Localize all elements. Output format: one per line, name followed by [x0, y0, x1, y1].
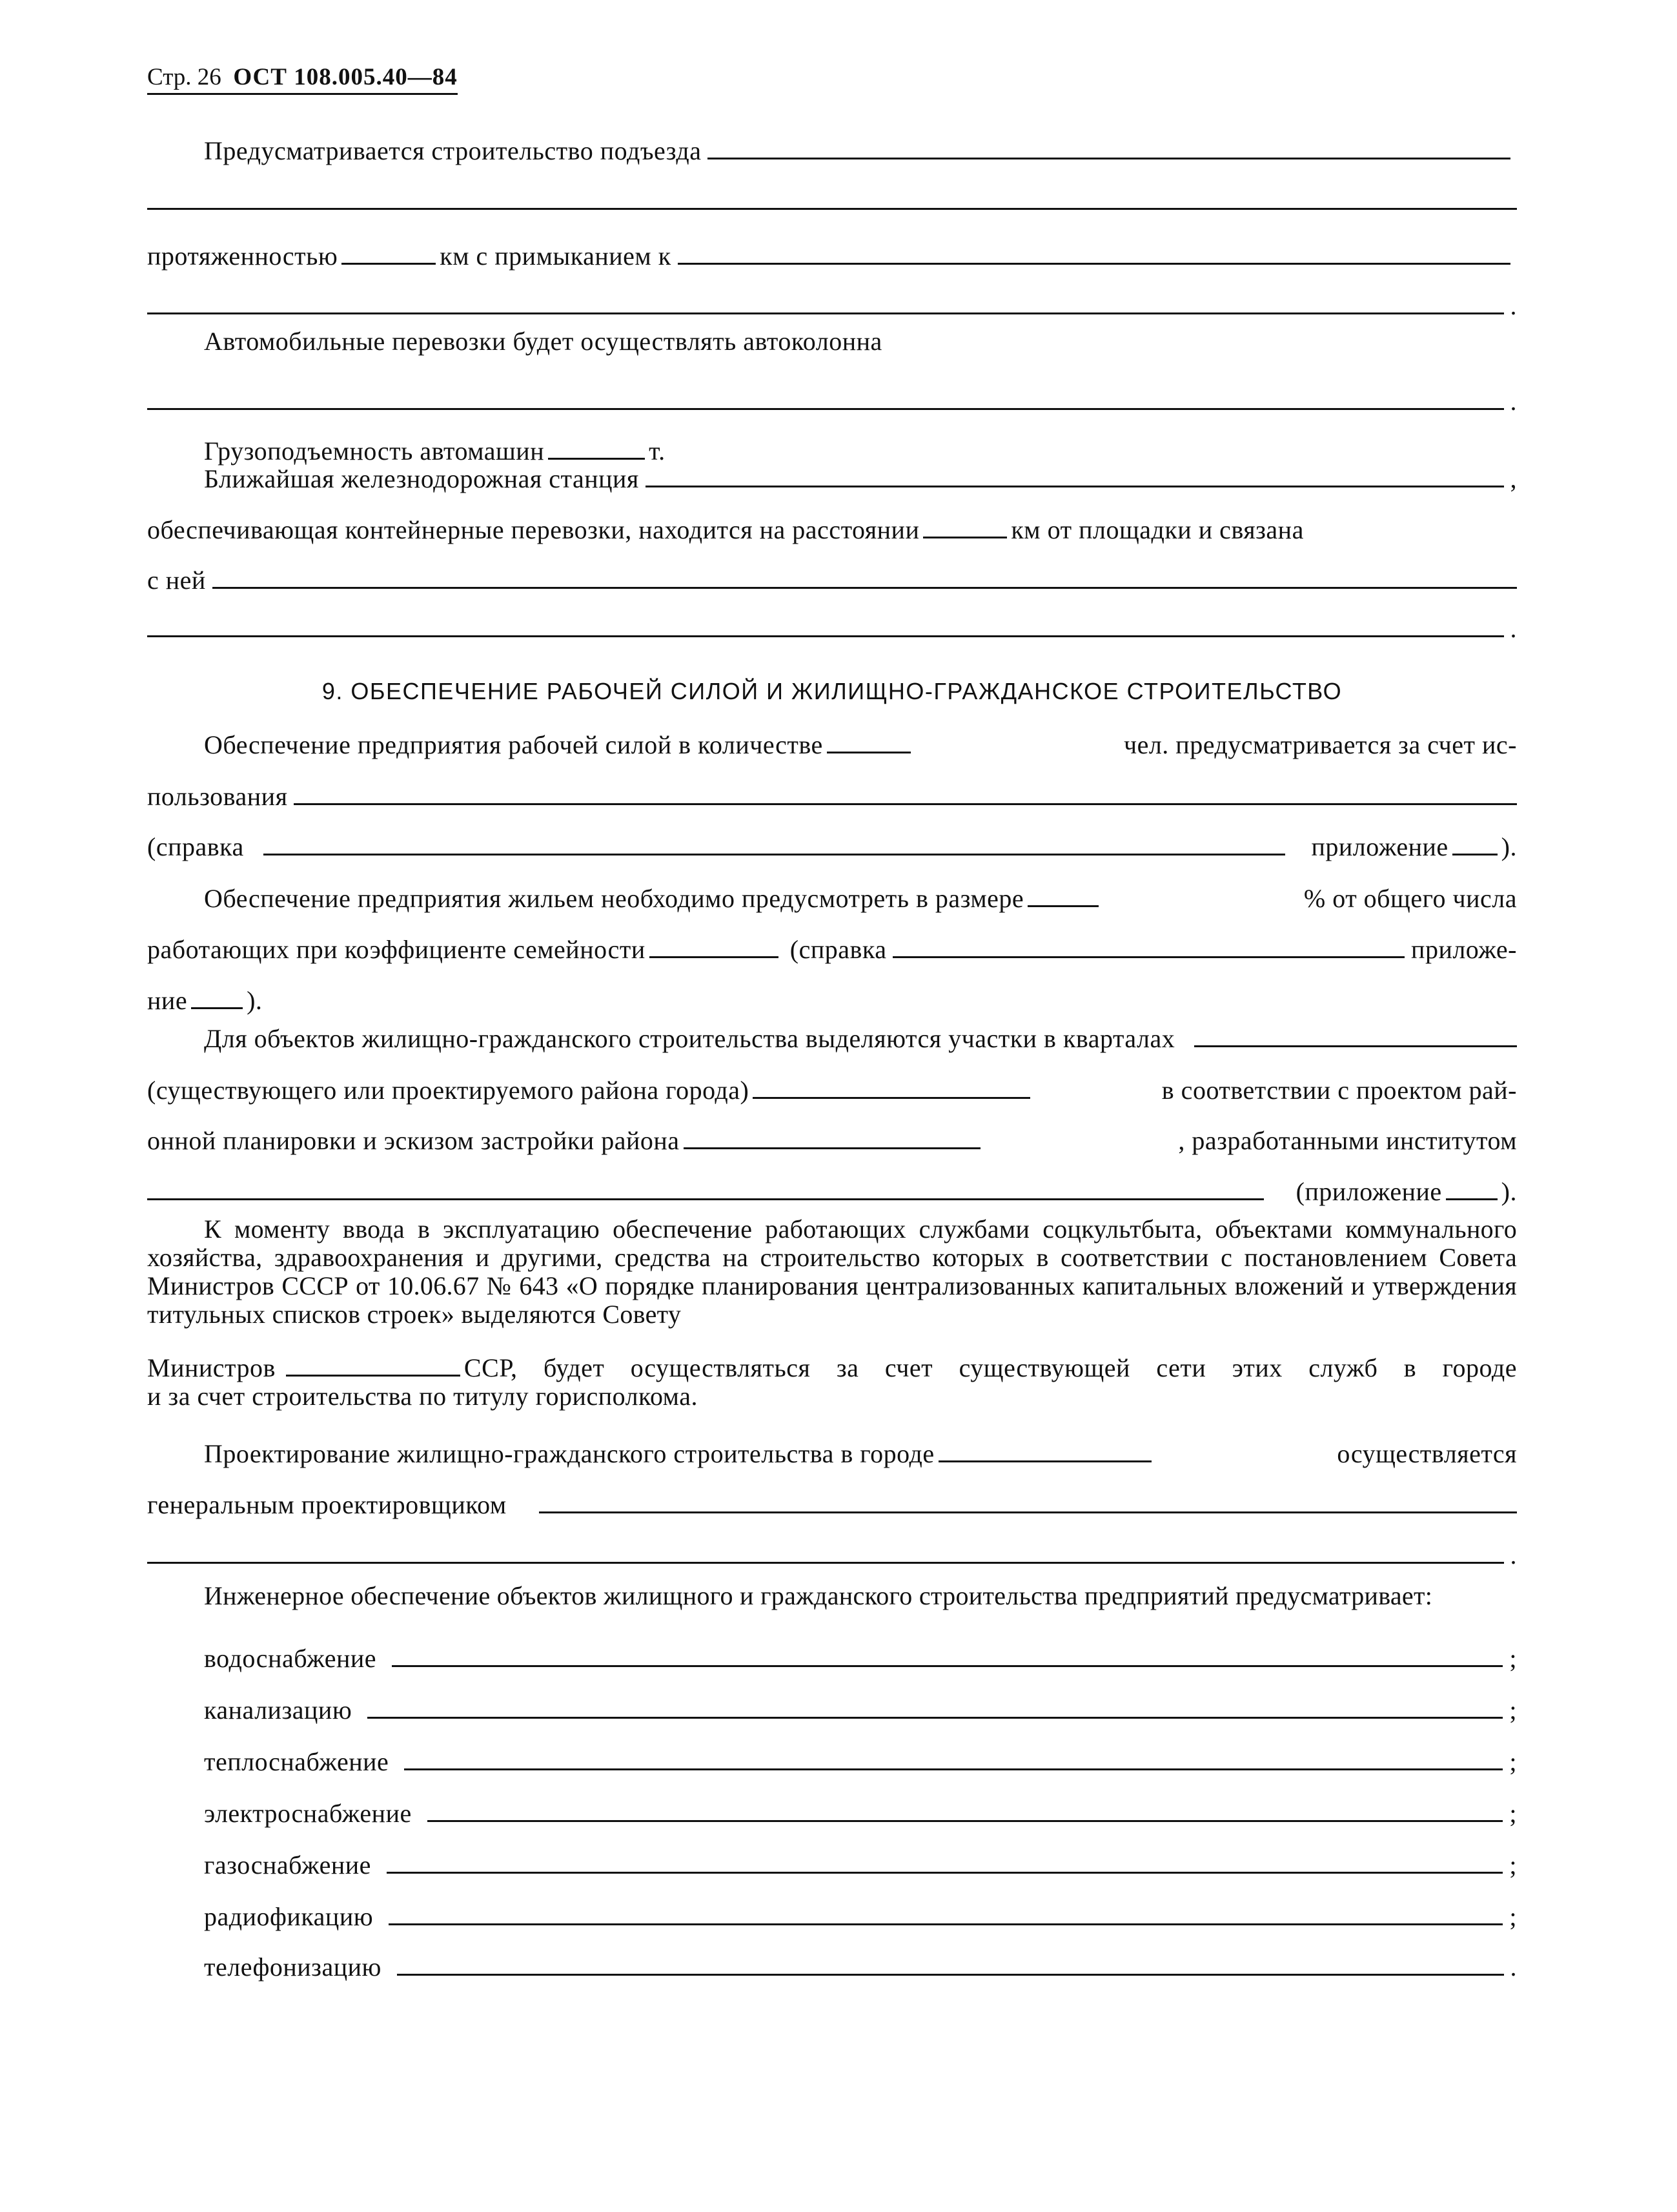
- capacity-line: Грузоподъемность автомашин т.: [204, 436, 666, 466]
- connection-field-2[interactable]: [147, 635, 1504, 637]
- quarters-line-2: (существующего или проектируемого района города) в соответствии с проектом рай-: [147, 1076, 1517, 1105]
- use-of-field[interactable]: [294, 803, 1517, 805]
- general-designer-line-2: .: [147, 1540, 1517, 1570]
- auto-transport-line: Автомобильные перевозки будет осуществлять автоколонна: [204, 327, 882, 356]
- utility-field[interactable]: [427, 1820, 1503, 1822]
- engineering-intro: Инженерное обеспечение объектов жилищного и гражданского строительства предприятий предусматривает:: [204, 1581, 1433, 1610]
- quarters-field[interactable]: [1194, 1045, 1517, 1047]
- services-paragraph: К моменту ввода в эксплуатацию обеспечение работающих службами соцкультбыта, объектами коммунального хозяйства, здравоохранения и другими, средства на строительство которых в соответствии с постановлением Совета Министров СССР от 10.06.67 № 643 «О порядке планирования централизованных капитальных вложений и утверждения титульных списков строек» выделяются Совету: [147, 1214, 1517, 1329]
- connection-field[interactable]: [212, 587, 1517, 589]
- general-designer-field-2[interactable]: [147, 1562, 1504, 1564]
- standard-code: ОСТ 108.005.40—84: [233, 64, 458, 90]
- auto-transport-line-2: .: [147, 386, 1517, 416]
- page-number: Стр. 26: [147, 64, 221, 90]
- district-field[interactable]: [753, 1097, 1030, 1099]
- length-field[interactable]: [341, 263, 436, 265]
- length-line: протяженностью км с примыканием к: [147, 241, 1517, 271]
- utility-row: [147, 1952, 1517, 1982]
- utility-field[interactable]: [392, 1665, 1503, 1667]
- utility-field[interactable]: [367, 1717, 1503, 1719]
- workforce-count-field[interactable]: [827, 752, 911, 753]
- general-designer-field[interactable]: [539, 1511, 1517, 1513]
- utility-row: [147, 1643, 1517, 1674]
- access-road-line: Предусматривается строительство подъезда: [147, 136, 1517, 166]
- motor-column-field[interactable]: [147, 408, 1504, 410]
- connection-line: с ней: [147, 565, 1517, 595]
- header-underline: [147, 93, 458, 95]
- family-appendix-field[interactable]: [191, 1007, 243, 1009]
- institute-appendix-field[interactable]: [1446, 1198, 1498, 1200]
- utility-row: [147, 1798, 1517, 1828]
- connection-line-2: .: [147, 613, 1517, 644]
- utility-label: канализацию: [204, 1695, 352, 1725]
- utility-field[interactable]: [397, 1974, 1504, 1976]
- planning-line: онной планировки и эскизом застройки района , разработанными институтом: [147, 1126, 1517, 1155]
- station-line: Ближайшая железнодорожная станция ,: [204, 464, 1517, 493]
- junction-line-2: .: [147, 291, 1517, 321]
- utility-field[interactable]: [387, 1872, 1503, 1874]
- housing-line: Обеспечение предприятия жильем необходимо предусмотреть в размере % от общего числа: [204, 884, 1517, 913]
- utility-label: теплоснабжение: [204, 1747, 389, 1776]
- institute-field[interactable]: [147, 1198, 1264, 1200]
- workforce-line: Обеспечение предприятия рабочей силой в количестве чел. предусматривается за счет ис-: [204, 730, 1517, 759]
- utility-label: радиофикацию: [204, 1902, 374, 1931]
- quarters-line: Для объектов жилищно-гражданского строительства выделяются участки в кварталах: [147, 1023, 1517, 1054]
- section-9-heading: 9. ОБЕСПЕЧЕНИЕ РАБОЧЕЙ СИЛОЙ И ЖИЛИЩНО-ГРАЖДАНСКОЕ СТРОИТЕЛЬСТВО: [321, 678, 1343, 704]
- utility-row: [147, 1746, 1517, 1777]
- station-field[interactable]: [645, 486, 1504, 487]
- utility-row: [147, 1695, 1517, 1725]
- reference-field[interactable]: [263, 854, 1286, 855]
- general-designer-line: генеральным проектировщиком: [147, 1490, 1517, 1520]
- junction-field-2[interactable]: [147, 312, 1504, 314]
- utility-end-punct: ;: [1509, 1695, 1517, 1725]
- family-ratio-field[interactable]: [649, 956, 778, 958]
- republic-field[interactable]: [286, 1375, 460, 1377]
- utility-label: электроснабжение: [204, 1799, 412, 1828]
- utility-end-punct: ;: [1509, 1644, 1517, 1673]
- ministers-line: Министров ССР, будет осуществляться за счет существующей сети этих служб в городе: [147, 1353, 1517, 1382]
- utility-end-punct: .: [1510, 1952, 1517, 1982]
- utility-label: газоснабжение: [204, 1850, 371, 1879]
- utility-row: [147, 1850, 1517, 1880]
- reference-line: (справка приложение ).: [147, 832, 1517, 861]
- utility-end-punct: ;: [1509, 1902, 1517, 1931]
- family-reference-field[interactable]: [893, 956, 1405, 958]
- family-line: работающих при коэффициенте семейности (справка приложе-: [147, 935, 1517, 964]
- utility-label: водоснабжение: [204, 1644, 377, 1673]
- utility-label: телефонизацию: [204, 1952, 381, 1982]
- utility-end-punct: ;: [1509, 1747, 1517, 1776]
- utility-end-punct: ;: [1509, 1799, 1517, 1828]
- utility-end-punct: ;: [1509, 1850, 1517, 1879]
- institute-line: (приложение ).: [147, 1176, 1517, 1207]
- page-header: [147, 63, 458, 91]
- design-line: Проектирование жилищно-гражданского строительства в городе осуществляется: [204, 1439, 1517, 1468]
- family-line-2: ние ).: [147, 986, 263, 1015]
- access-road-field-2[interactable]: [147, 208, 1517, 210]
- ministers-line-2: и за счет строительства по титулу горисполкома.: [147, 1382, 698, 1411]
- utility-field[interactable]: [389, 1923, 1503, 1925]
- capacity-field[interactable]: [548, 458, 645, 460]
- housing-percent-field[interactable]: [1028, 905, 1099, 907]
- access-road-field[interactable]: [707, 158, 1510, 159]
- use-of-line: пользования: [147, 781, 1517, 812]
- city-field[interactable]: [939, 1460, 1152, 1462]
- appendix-field[interactable]: [1452, 854, 1498, 855]
- junction-field[interactable]: [678, 263, 1510, 265]
- utility-field[interactable]: [404, 1768, 1503, 1770]
- station-distance-line: обеспечивающая контейнерные перевозки, находится на расстоянии км от площадки и связана: [147, 515, 1304, 544]
- distance-field[interactable]: [923, 537, 1007, 538]
- utility-row: [147, 1901, 1517, 1932]
- planning-district-field[interactable]: [684, 1147, 981, 1149]
